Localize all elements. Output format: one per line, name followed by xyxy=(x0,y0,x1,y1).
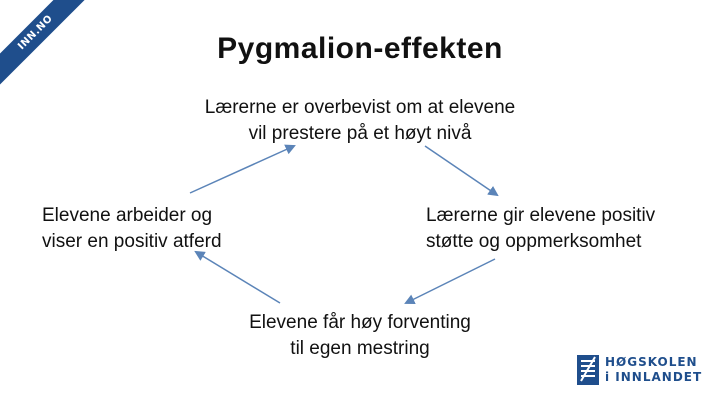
arrow-bottom-to-left xyxy=(196,252,280,303)
cycle-node-bottom-line2: til egen mestring xyxy=(290,338,430,359)
cycle-node-right-line1: Lærerne gir elevene positiv xyxy=(426,205,656,226)
arrow-top-to-right xyxy=(425,146,497,195)
hogskolen-innlandet-logo xyxy=(577,355,707,389)
cycle-node-right-line2: støtte og oppmerksomhet xyxy=(426,231,642,252)
cycle-node-top-line2: vil prestere på et høyt nivå xyxy=(248,123,472,144)
cycle-node-left xyxy=(42,203,222,255)
logo-line1: HØGSKOLEN xyxy=(605,355,698,369)
arrow-left-to-top xyxy=(190,146,294,193)
inn-no-corner-logo: INN.NO xyxy=(0,0,100,97)
logo-mark-icon xyxy=(577,355,599,385)
cycle-node-top xyxy=(160,95,560,147)
cycle-node-left-line1: Elevene arbeider og xyxy=(42,205,213,226)
cycle-node-top-line1: Lærerne er overbevist om at elevene xyxy=(204,97,516,118)
cycle-node-bottom-line1: Elevene får høy forventing xyxy=(249,312,471,333)
cycle-node-right xyxy=(426,203,655,255)
arrow-right-to-bottom xyxy=(406,259,495,303)
slide-title: Pygmalion-effekten xyxy=(217,32,503,65)
cycle-node-left-line2: viser en positiv atferd xyxy=(42,231,222,252)
logo-line2: i INNLANDET xyxy=(605,370,703,384)
cycle-node-bottom xyxy=(210,310,510,362)
